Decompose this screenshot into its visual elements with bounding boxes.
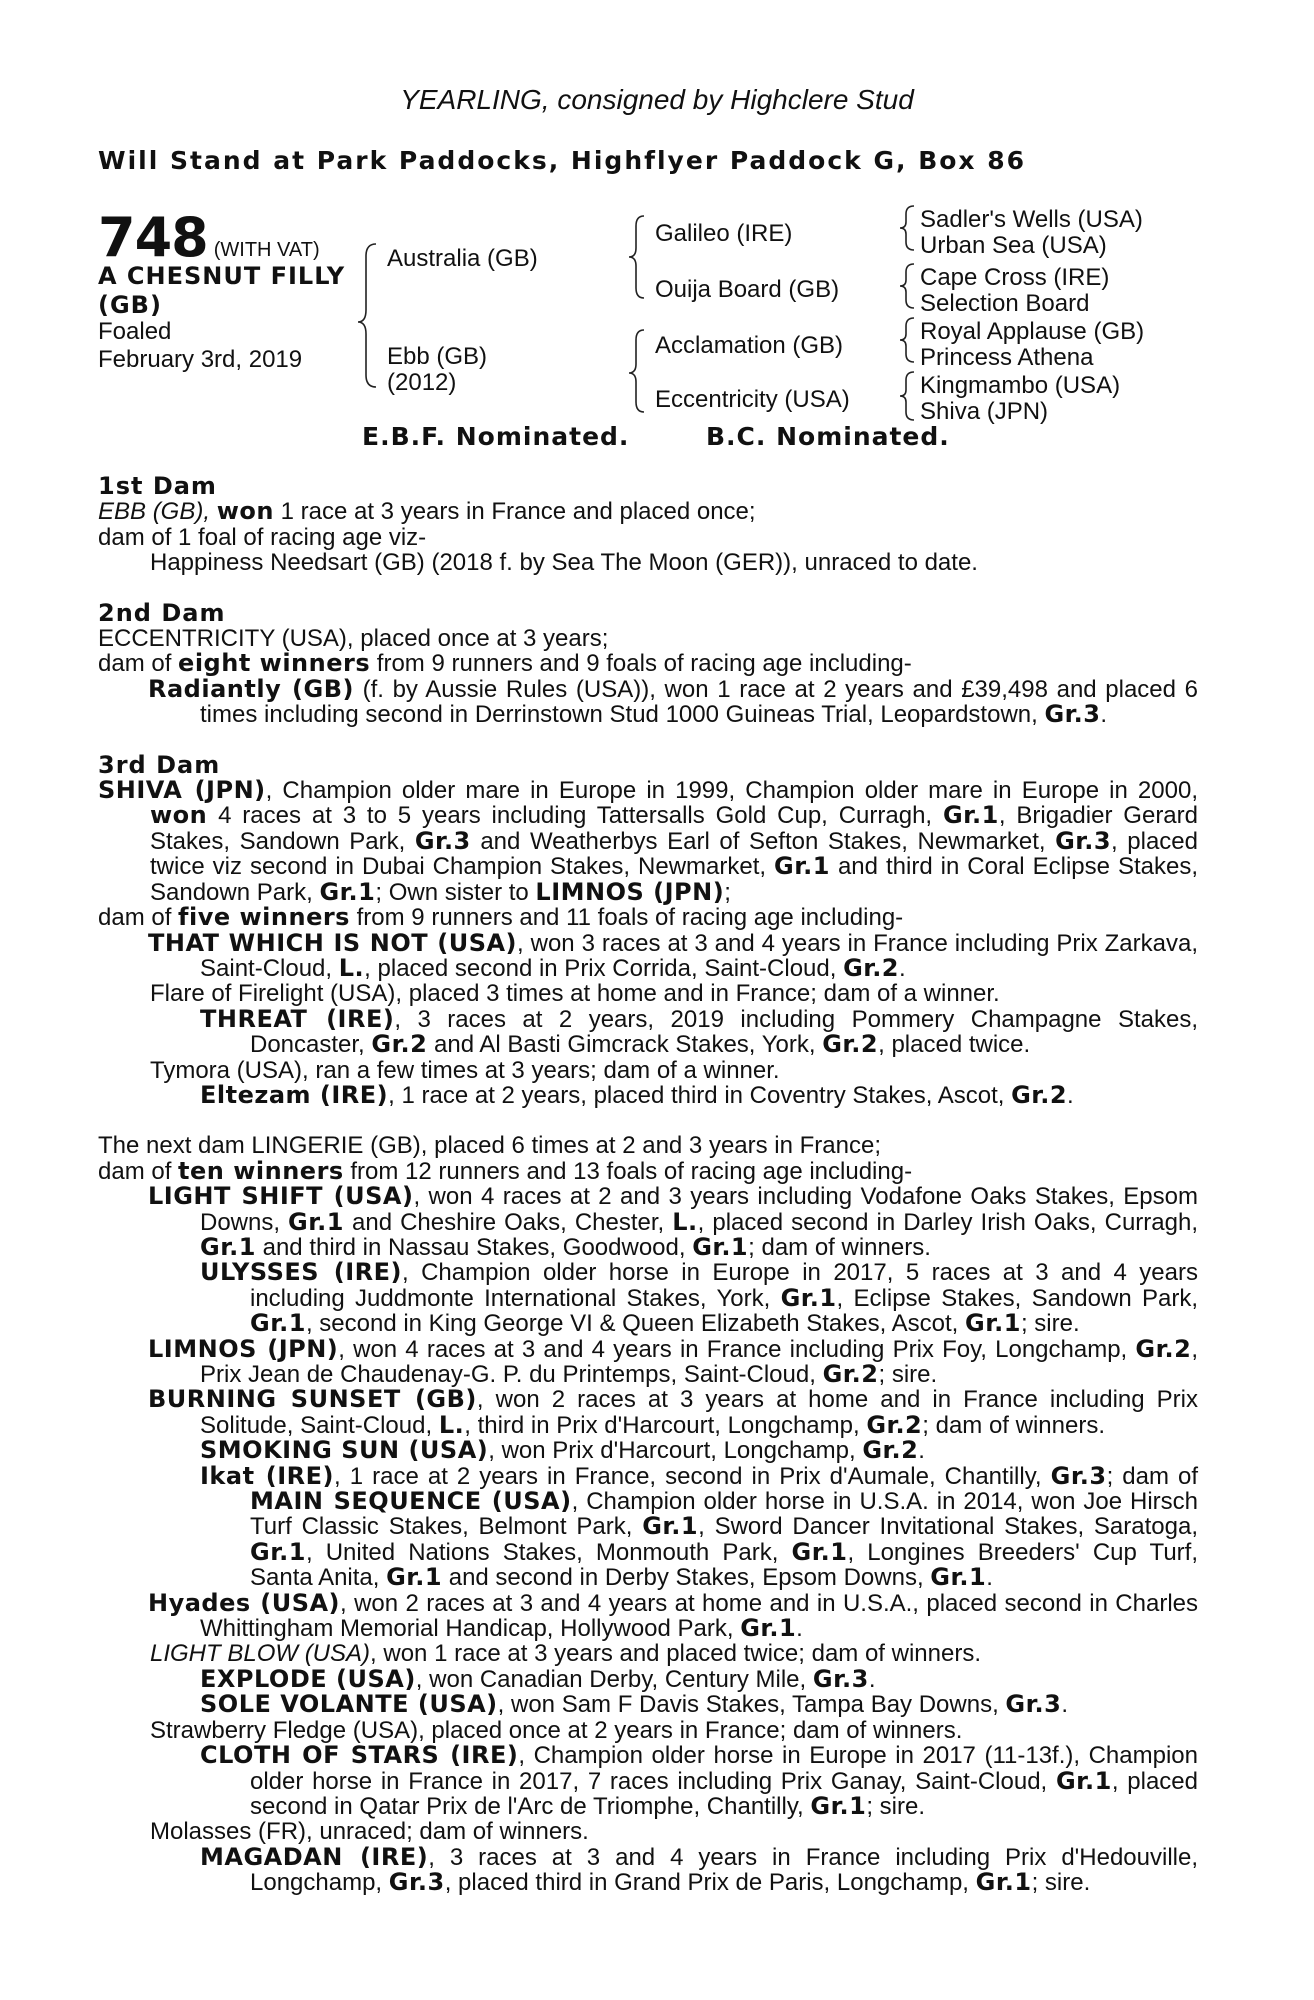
winners-count: ten winners bbox=[178, 1156, 344, 1185]
grade: Gr.1 bbox=[692, 1232, 749, 1261]
family-notes bbox=[98, 474, 1198, 1896]
text: , Champion older horse in Europe in 2017 (11-13f.), Champion older horse in France in 2017, 7 races including Prix Ganay, Saint-Cloud, bbox=[250, 1742, 1198, 1795]
text: , 3 races at 2 years, 2019 including Pommery Champagne Stakes, Doncaster, bbox=[250, 1005, 1198, 1059]
grade: Gr.3 bbox=[414, 826, 471, 855]
text: . bbox=[796, 1615, 803, 1643]
grade: Gr.2 bbox=[822, 1360, 879, 1388]
grade: Gr.1 bbox=[774, 852, 830, 881]
text: from 9 runners and 9 foals of racing age including- bbox=[370, 650, 912, 678]
grade: Gr.1 bbox=[250, 1537, 306, 1566]
text: , placed second in Prix Corrida, Saint-Cloud, bbox=[364, 954, 844, 982]
horse-name: Eltezam (IRE) bbox=[200, 1080, 389, 1109]
text: , won 2 races at 3 years at home and in France including Prix Solitude, Saint-Cloud, bbox=[200, 1386, 1198, 1439]
text: ; Own sister to bbox=[375, 878, 536, 906]
third-dam-record bbox=[98, 778, 1198, 905]
horse-name: Ikat (IRE) bbox=[200, 1461, 335, 1490]
horse-description-line2: (GB) bbox=[98, 291, 162, 319]
text: ; dam of bbox=[1106, 1462, 1199, 1490]
progeny-entry: Strawberry Fledge (USA), placed once at 2 years in France; dam of winners. bbox=[150, 1716, 963, 1744]
first-dam-foal: Happiness Needsart (GB) (2018 f. by Sea The Moon (GER)), unraced to date. bbox=[150, 549, 978, 577]
text: and third in Coral Eclipse Stakes, Sandown Park, bbox=[150, 853, 1198, 906]
grade: Gr.1 bbox=[319, 877, 376, 906]
grade: Gr.3 bbox=[1055, 826, 1112, 855]
progeny-entry bbox=[98, 928, 1198, 982]
progeny-entry: Molasses (FR), unraced; dam of winners. bbox=[150, 1818, 589, 1846]
text: ; sire. bbox=[1020, 1310, 1080, 1338]
progeny-entry bbox=[98, 1692, 1198, 1717]
grade: Gr.2 bbox=[1135, 1334, 1192, 1363]
text: , Eclipse Stakes, Sandown Park, bbox=[836, 1284, 1198, 1312]
pedigree-g3-1: Sadler's Wells (USA) bbox=[920, 206, 1143, 233]
second-dam-progeny bbox=[98, 674, 1198, 729]
brace-gen3-1 bbox=[900, 206, 914, 250]
text: , third in Prix d'Harcourt, Longchamp, bbox=[464, 1411, 867, 1439]
grade: Gr.1 bbox=[975, 1868, 1032, 1897]
pedigree-dam-year: (2012) bbox=[387, 369, 457, 396]
text: , placed twice viz second in Dubai Champion Stakes, Newmarket, bbox=[150, 827, 1199, 881]
text: , placed third in Grand Prix de Paris, Longchamp, bbox=[444, 1869, 976, 1897]
text: , won Sam F Davis Stakes, Tampa Bay Downs, bbox=[497, 1691, 1006, 1719]
text: from 9 runners and 11 foals of racing age including- bbox=[349, 904, 904, 932]
pedigree-dam-dam: Eccentricity (USA) bbox=[655, 386, 850, 413]
bc-nominated: B.C. Nominated. bbox=[706, 422, 950, 451]
text: , United Nations Stakes, Monmouth Park, bbox=[305, 1538, 792, 1566]
text: , won 2 races at 3 and 4 years at home and in U.S.A., placed second in Charles Whittingham Memorial Handicap, Hollywood Park, bbox=[200, 1589, 1199, 1643]
grade: Gr.1 bbox=[740, 1614, 797, 1643]
brace-gen2-sire bbox=[629, 216, 644, 298]
text: , won Canadian Derby, Century Mile, bbox=[415, 1665, 813, 1693]
progeny-entry bbox=[98, 1842, 1199, 1897]
grade: L. bbox=[338, 953, 365, 982]
brace-gen3-4 bbox=[900, 372, 914, 420]
grade: L. bbox=[438, 1410, 465, 1439]
text: ; dam of winners. bbox=[748, 1233, 931, 1261]
pedigree-g3-6: Princess Athena bbox=[920, 344, 1094, 371]
grade: L. bbox=[672, 1207, 698, 1236]
horse-description-line1: A CHESNUT FILLY bbox=[98, 262, 346, 290]
text: , won 4 races at 2 and 3 years including Vodafone Oaks Stakes, Epsom Downs, bbox=[200, 1183, 1198, 1236]
text: and Al Basti Gimcrack Stakes, York, bbox=[427, 1031, 823, 1059]
grade: Gr.2 bbox=[866, 1410, 923, 1439]
text: . bbox=[986, 1564, 993, 1592]
pedigree-sire-sire: Galileo (IRE) bbox=[655, 220, 793, 247]
grade: Gr.1 bbox=[791, 1537, 848, 1566]
text: , 1 race at 2 years, placed third in Coventry Stakes, Ascot, bbox=[388, 1081, 1012, 1109]
text: ; bbox=[724, 878, 731, 906]
horse-name: LIGHT BLOW (USA) bbox=[150, 1640, 371, 1668]
pedigree-g3-3: Cape Cross (IRE) bbox=[920, 264, 1110, 291]
grade: Gr.2 bbox=[371, 1030, 428, 1059]
horse-name: SMOKING SUN (USA) bbox=[200, 1436, 489, 1465]
second-dam-line1: ECCENTRICITY (USA), placed once at 3 years; bbox=[98, 625, 609, 653]
text: 4 races at 3 to 5 years including Tattersalls Gold Cup, Curragh, bbox=[207, 802, 943, 830]
text: . bbox=[1067, 1081, 1074, 1109]
progeny-entry bbox=[98, 1260, 1198, 1336]
text: and third in Nassau Stakes, Goodwood, bbox=[255, 1233, 693, 1261]
text: dam of bbox=[98, 904, 179, 932]
horse-name: LIGHT SHIFT (USA) bbox=[148, 1182, 414, 1211]
ebf-nominated: E.B.F. Nominated. bbox=[362, 422, 630, 451]
first-dam-record: 1 race at 3 years in France and placed once; bbox=[273, 498, 756, 526]
progeny-entry bbox=[98, 1004, 1198, 1059]
grade: Gr.1 bbox=[288, 1207, 344, 1236]
brace-gen1 bbox=[358, 244, 376, 387]
grade: Gr.1 bbox=[250, 1309, 306, 1338]
winners-count: five winners bbox=[178, 903, 350, 932]
progeny-entry: Tymora (USA), ran a few times at 3 years; dam of a winner. bbox=[150, 1056, 780, 1084]
grade: Gr.3 bbox=[812, 1664, 869, 1693]
progeny-entry bbox=[98, 1664, 1198, 1693]
text: , Brigadier Gerard Stakes, Sandown Park, bbox=[150, 802, 1198, 855]
brace-gen3-2 bbox=[900, 264, 914, 308]
progeny-entry bbox=[98, 1184, 1198, 1260]
foaled-date: February 3rd, 2019 bbox=[98, 346, 303, 373]
grade: Gr.1 bbox=[642, 1512, 699, 1541]
text: and Cheshire Oaks, Chester, bbox=[343, 1208, 673, 1236]
first-dam-line1 bbox=[98, 499, 1198, 524]
horse-name: MAGADAN (IRE) bbox=[200, 1842, 429, 1871]
horse-name: SOLE VOLANTE (USA) bbox=[200, 1690, 498, 1719]
text: , Champion older mare in Europe in 1999, Champion older mare in Europe in 2000, bbox=[265, 777, 1198, 805]
progeny-entry bbox=[98, 1334, 1198, 1388]
vat-note: (WITH VAT) bbox=[213, 239, 320, 261]
text: and second in Derby Stakes, Epsom Downs, bbox=[442, 1564, 931, 1592]
text: , Champion older horse in U.S.A. in 2014, won Joe Hirsch Turf Classic Stakes, Belmont Park, bbox=[250, 1488, 1199, 1541]
pedigree-sire-dam: Ouija Board (GB) bbox=[655, 276, 840, 303]
pedigree-g3-8: Shiva (JPN) bbox=[920, 398, 1049, 425]
progeny-entry bbox=[98, 1080, 1198, 1109]
won-label: won bbox=[150, 801, 208, 830]
grade: Gr.1 bbox=[930, 1563, 987, 1592]
text: , won 4 races at 3 and 4 years in France including Prix Foy, Longchamp, bbox=[338, 1335, 1136, 1363]
text: , won 1 race at 3 years and placed twice; dam of winners. bbox=[370, 1640, 982, 1668]
text: dam of bbox=[98, 650, 179, 678]
pedigree-dam-sire: Acclamation (GB) bbox=[655, 332, 844, 359]
pedigree-g3-4: Selection Board bbox=[920, 290, 1090, 317]
horse-name: Hyades (USA) bbox=[148, 1588, 341, 1617]
progeny-entry bbox=[98, 1461, 1199, 1592]
horse-name: Radiantly (GB) bbox=[148, 674, 354, 703]
grade: Gr.1 bbox=[965, 1309, 1021, 1338]
grade: Gr.1 bbox=[386, 1563, 443, 1592]
horse-name: BURNING SUNSET (GB) bbox=[148, 1385, 477, 1414]
grade: Gr.1 bbox=[942, 801, 999, 830]
pedigree-g3-2: Urban Sea (USA) bbox=[920, 232, 1107, 259]
grade: Gr.2 bbox=[862, 1436, 919, 1465]
grade: Gr.1 bbox=[200, 1232, 256, 1261]
grade: Gr.2 bbox=[1011, 1080, 1068, 1109]
grade: Gr.2 bbox=[822, 1030, 879, 1059]
stand-location: Will Stand at Park Paddocks, Highflyer Paddock G, Box 86 bbox=[98, 146, 1027, 175]
text: dam of bbox=[98, 1157, 179, 1185]
grade: Gr.1 bbox=[780, 1283, 837, 1312]
text: , 1 race at 2 years in France, second in Prix d'Aumale, Chantilly, bbox=[334, 1462, 1051, 1490]
second-dam-line2 bbox=[98, 651, 1198, 676]
grade: Gr.1 bbox=[1055, 1766, 1112, 1795]
grade: Gr.3 bbox=[1005, 1690, 1062, 1719]
pedigree-g3-5: Royal Applause (GB) bbox=[920, 318, 1145, 345]
text: ; dam of winners. bbox=[922, 1411, 1106, 1439]
first-dam-heading: 1st Dam bbox=[98, 472, 217, 500]
text: . bbox=[1061, 1691, 1069, 1719]
horse-name: MAIN SEQUENCE (USA) bbox=[250, 1487, 572, 1516]
text: , second in King George VI & Queen Elizabeth Stakes, Ascot, bbox=[305, 1310, 965, 1338]
horse-name: ULYSSES (IRE) bbox=[200, 1258, 402, 1287]
text: (f. by Aussie Rules (USA)), won 1 race at 2 years and £39,498 and placed 6 times including second in Derrinstown Stud 1000 Guineas Trial, Leopardstown, bbox=[200, 675, 1198, 729]
text: , 3 races at 3 and 4 years in France including Prix d'Hedouville, Longchamp, bbox=[250, 1843, 1199, 1897]
next-dam-produce bbox=[98, 1156, 1198, 1185]
foaled-label: Foaled bbox=[98, 318, 172, 345]
progeny-entry bbox=[98, 1743, 1198, 1819]
first-dam-line2: dam of 1 foal of racing age viz- bbox=[98, 523, 427, 551]
horse-name: LIMNOS (JPN) bbox=[148, 1334, 339, 1363]
lot-number: 748 bbox=[98, 206, 208, 269]
horse-name: THREAT (IRE) bbox=[200, 1004, 395, 1033]
progeny-entry bbox=[98, 1588, 1199, 1643]
progeny-entry: Flare of Firelight (USA), placed 3 times at home and in France; dam of a winner. bbox=[150, 980, 1000, 1008]
horse-name: EXPLODE (USA) bbox=[200, 1664, 416, 1693]
progeny-entry bbox=[98, 1641, 1198, 1666]
pedigree-dam-name: Ebb (GB) bbox=[387, 343, 488, 370]
text: . bbox=[899, 954, 906, 982]
pedigree-g3-7: Kingmambo (USA) bbox=[920, 372, 1121, 399]
text: . bbox=[918, 1437, 925, 1465]
text: , placed twice. bbox=[878, 1031, 1031, 1059]
first-dam-name: EBB (GB), bbox=[98, 498, 211, 526]
text: ; sire. bbox=[1031, 1869, 1091, 1897]
next-dam-line1: The next dam LINGERIE (GB), placed 6 times at 2 and 3 years in France; bbox=[98, 1132, 882, 1160]
text: , won 3 races at 3 and 4 years in France including Prix Zarkava, Saint-Cloud, bbox=[200, 929, 1198, 982]
progeny-entry bbox=[98, 1438, 1198, 1463]
grade: Gr.3 bbox=[388, 1868, 445, 1897]
grade: Gr.3 bbox=[1044, 700, 1101, 729]
consignment-line: YEARLING, consigned by Highclere Stud bbox=[400, 84, 914, 115]
horse-name: THAT WHICH IS NOT (USA) bbox=[148, 928, 518, 957]
text: , Champion older horse in Europe in 2017, 5 races at 3 and 4 years including Juddmonte International Stakes, York, bbox=[250, 1259, 1198, 1312]
text: and Weatherbys Earl of Sefton Stakes, Newmarket, bbox=[470, 827, 1056, 855]
third-dam-heading: 3rd Dam bbox=[98, 750, 221, 779]
horse-name: CLOTH OF STARS (IRE) bbox=[200, 1741, 519, 1770]
text: ; sire. bbox=[878, 1361, 938, 1388]
winners-count: eight winners bbox=[178, 649, 371, 678]
brace-gen2-dam bbox=[629, 330, 644, 412]
grade: Gr.1 bbox=[810, 1791, 867, 1820]
second-dam-heading: 2nd Dam bbox=[98, 598, 226, 627]
text: , Prix Jean de Chaudenay-G. P. du Printemps, Saint-Cloud, bbox=[200, 1335, 1198, 1388]
text: . bbox=[1100, 701, 1108, 729]
won-label: won bbox=[216, 497, 274, 526]
text: from 12 runners and 13 foals of racing age including- bbox=[343, 1157, 913, 1185]
pedigree-sire: Australia (GB) bbox=[387, 245, 538, 272]
brace-gen3-3 bbox=[900, 318, 914, 362]
grade: Gr.3 bbox=[1050, 1461, 1107, 1490]
text: , Longines Breeders' Cup Turf, Santa Anita, bbox=[250, 1538, 1198, 1592]
horse-name: SHIVA (JPN) bbox=[98, 776, 266, 805]
horse-name: LIMNOS (JPN) bbox=[535, 877, 725, 906]
text: , placed second in Qatar Prix de l'Arc de Triomphe, Chantilly, bbox=[250, 1767, 1198, 1820]
text: , placed second in Darley Irish Oaks, Curragh, bbox=[697, 1208, 1198, 1236]
text: , won Prix d'Harcourt, Longchamp, bbox=[488, 1437, 863, 1465]
grade: Gr.2 bbox=[843, 953, 900, 982]
text: ; sire. bbox=[866, 1792, 926, 1820]
text: . bbox=[868, 1665, 876, 1693]
third-dam-produce bbox=[98, 905, 1198, 930]
progeny-entry bbox=[98, 1387, 1198, 1438]
text: , Sword Dancer Invitational Stakes, Saratoga, bbox=[698, 1513, 1198, 1541]
